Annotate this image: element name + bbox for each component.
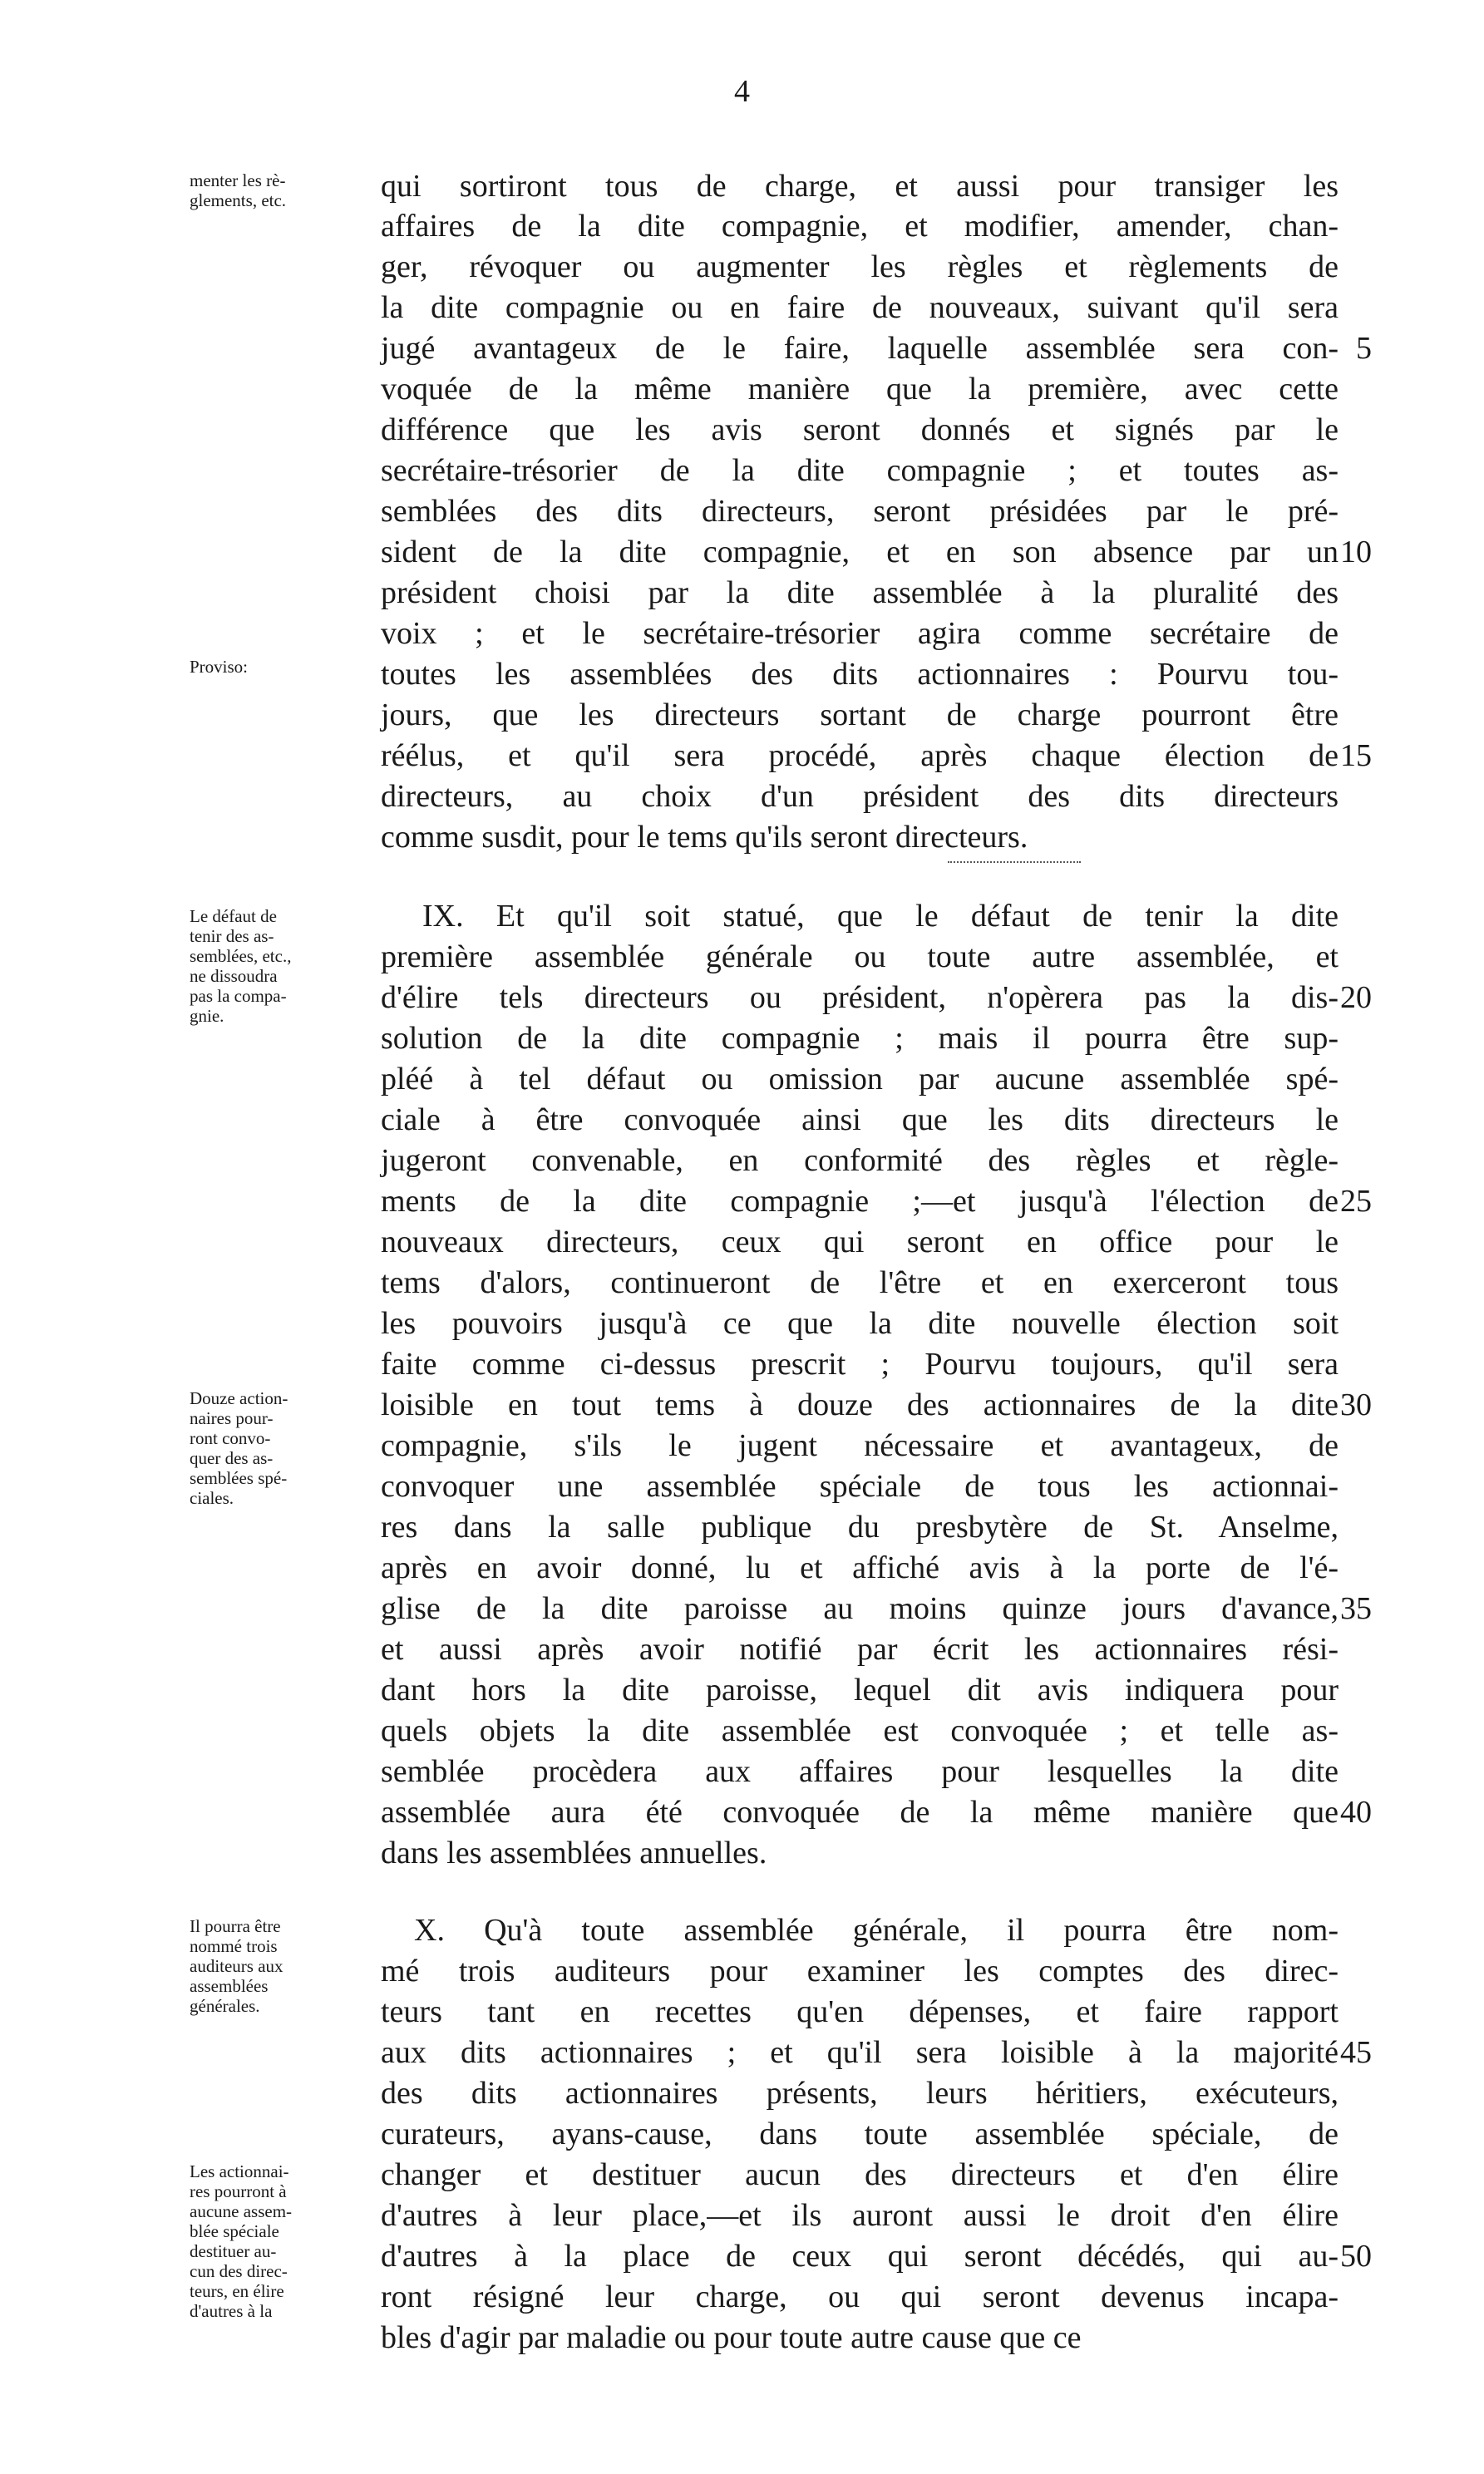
margin-note: Il pourra être nommé trois auditeurs aux assemblées générales. xyxy=(190,1916,283,2016)
section-divider xyxy=(948,861,1081,863)
text-line: nouveaux directeurs, ceux qui seront en office pour le xyxy=(381,1225,1339,1259)
text-line: d'élire tels directeurs ou président, n'opèrera pas la dis- xyxy=(381,980,1339,1015)
text-line: convoquer une assemblée spéciale de tous les actionnai- xyxy=(381,1469,1339,1504)
text-line: des dits actionnaires présents, leurs héritiers, exécuteurs, xyxy=(381,2076,1339,2111)
text-line: bles d'agir par maladie ou pour toute autre cause que ce xyxy=(381,2320,1082,2355)
margin-note: Le défaut de tenir des as- semblées, etc., ne dissoudra pas la compa- gnie. xyxy=(190,906,292,1026)
text-line: réélus, et qu'il sera procédé, après chaque élection de xyxy=(381,738,1339,773)
line-number: 20 xyxy=(1340,980,1372,1015)
text-line: toutes les assemblées des dits actionnaires : Pourvu tou- xyxy=(381,657,1339,692)
text-line: dant hors la dite paroisse, lequel dit avis indiquera pour xyxy=(381,1673,1339,1708)
text-line: première assemblée générale ou toute autre assemblée, et xyxy=(381,939,1339,974)
text-line: après en avoir donné, lu et affiché avis à la porte de l'é- xyxy=(381,1550,1339,1585)
text-line: aux dits actionnaires ; et qu'il sera loisible à la majorité xyxy=(381,2035,1339,2070)
text-line: loisible en tout tems à douze des actionnaires de la dite xyxy=(381,1387,1339,1422)
line-number: 40 xyxy=(1340,1795,1372,1830)
text-line: faite comme ci-dessus prescrit ; Pourvu toujours, qu'il sera xyxy=(381,1347,1339,1382)
text-line: voquée de la même manière que la première, avec cette xyxy=(381,372,1339,407)
text-line: voix ; et le secrétaire-trésorier agira comme secrétaire de xyxy=(381,616,1339,651)
text-line: tems d'alors, continueront de l'être et en exerceront tous xyxy=(381,1265,1339,1300)
text-line: solution de la dite compagnie ; mais il pourra être sup- xyxy=(381,1021,1339,1056)
margin-note: Les actionnai- res pourront à aucune assem- blée spéciale destituer au- cun des direc- teurs, en élire d'autres à la xyxy=(190,2161,293,2321)
text-line: jugeront convenable, en conformité des règles et règle- xyxy=(381,1143,1339,1178)
text-line: changer et destituer aucun des directeurs et d'en élire xyxy=(381,2157,1339,2192)
text-line: jugé avantageux de le faire, laquelle assemblée sera con- xyxy=(381,331,1339,366)
text-line: X. Qu'à toute assemblée générale, il pourra être nom- xyxy=(414,1913,1339,1948)
text-line: res dans la salle publique du presbytère de St. Anselme, xyxy=(381,1510,1339,1545)
text-line: curateurs, ayans-cause, dans toute assemblée spéciale, de xyxy=(381,2117,1339,2151)
line-number: 5 xyxy=(1356,331,1372,366)
line-number: 45 xyxy=(1340,2035,1372,2070)
text-line: mé trois auditeurs pour examiner les comptes des direc- xyxy=(381,1954,1339,1989)
text-line: pléé à tel défaut ou omission par aucune assemblée spé- xyxy=(381,1062,1339,1097)
page-number: 4 xyxy=(734,74,750,109)
text-line: les pouvoirs jusqu'à ce que la dite nouvelle élection soit xyxy=(381,1306,1339,1341)
margin-note: Proviso: xyxy=(190,657,249,677)
text-line: quels objets la dite assemblée est convoquée ; et telle as- xyxy=(381,1713,1339,1748)
text-line: assemblée aura été convoquée de la même manière que xyxy=(381,1795,1339,1830)
text-line: ront résigné leur charge, ou qui seront devenus incapa- xyxy=(381,2279,1339,2314)
text-line: affaires de la dite compagnie, et modifier, amender, chan- xyxy=(381,209,1339,244)
margin-note: menter les rè- glements, etc. xyxy=(190,170,287,210)
text-line: semblée procèdera aux affaires pour lesquelles la dite xyxy=(381,1754,1339,1789)
text-line: ciale à être convoquée ainsi que les dits directeurs le xyxy=(381,1102,1339,1137)
text-line: président choisi par la dite assemblée à la pluralité des xyxy=(381,575,1339,610)
text-line: comme susdit, pour le tems qu'ils seront directeurs. xyxy=(381,820,1028,855)
text-line: secrétaire-trésorier de la dite compagnie ; et toutes as- xyxy=(381,453,1339,488)
line-number: 25 xyxy=(1340,1184,1372,1219)
line-number: 10 xyxy=(1340,535,1372,569)
text-line: qui sortiront tous de charge, et aussi pour transiger les xyxy=(381,169,1339,204)
text-line: sident de la dite compagnie, et en son absence par un xyxy=(381,535,1339,569)
text-line: directeurs, au choix d'un président des dits directeurs xyxy=(381,779,1339,814)
line-number: 35 xyxy=(1340,1591,1372,1626)
line-number: 15 xyxy=(1340,738,1372,773)
text-line: jours, que les directeurs sortant de charge pourront être xyxy=(381,697,1339,732)
text-line: IX. Et qu'il soit statué, que le défaut de tenir la dite xyxy=(422,899,1339,934)
text-line: différence que les avis seront donnés et signés par le xyxy=(381,412,1339,447)
text-line: la dite compagnie ou en faire de nouveaux, suivant qu'il sera xyxy=(381,290,1339,325)
text-line: ments de la dite compagnie ;—et jusqu'à l'élection de xyxy=(381,1184,1339,1219)
text-line: et aussi après avoir notifié par écrit les actionnaires rési- xyxy=(381,1632,1339,1667)
text-line: semblées des dits directeurs, seront présidées par le pré- xyxy=(381,494,1339,529)
text-line: dans les assemblées annuelles. xyxy=(381,1836,767,1870)
line-number: 30 xyxy=(1340,1387,1372,1422)
text-line: teurs tant en recettes qu'en dépenses, et faire rapport xyxy=(381,1994,1339,2029)
text-line: ger, révoquer ou augmenter les règles et règlements de xyxy=(381,249,1339,284)
text-line: compagnie, s'ils le jugent nécessaire et avantageux, de xyxy=(381,1428,1339,1463)
line-number: 50 xyxy=(1340,2239,1372,2274)
text-line: d'autres à leur place,—et ils auront aussi le droit d'en élire xyxy=(381,2198,1339,2233)
text-line: glise de la dite paroisse au moins quinze jours d'avance, xyxy=(381,1591,1339,1626)
text-line: d'autres à la place de ceux qui seront décédés, qui au- xyxy=(381,2239,1339,2274)
margin-note: Douze action- naires pour- ront convo- quer des as- semblées spé- ciales. xyxy=(190,1388,288,1508)
